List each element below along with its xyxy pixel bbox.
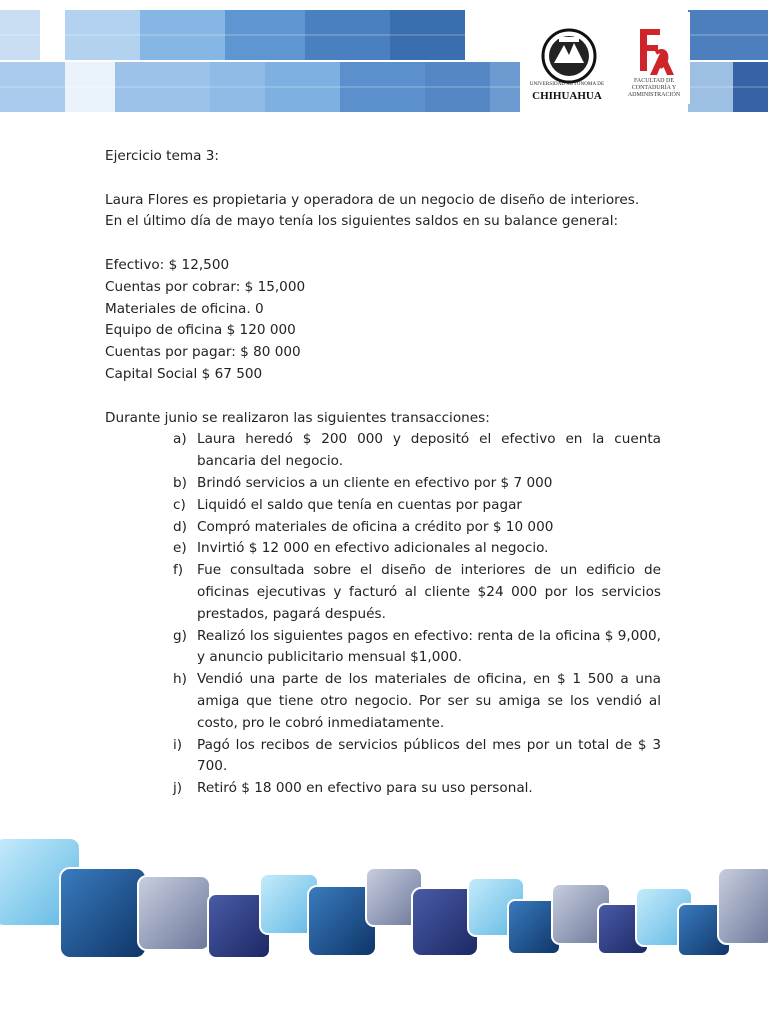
university-name: CHIHUAHUA [532,90,602,102]
transaction-label: i) [173,736,183,753]
transaction-label: a) [173,431,187,448]
transaction-text: Retiró $ 18 000 en efectivo para su uso personal. [197,780,533,797]
transaction-item [105,538,661,560]
faculty-line3: ADMINISTRACIÓN [627,92,681,98]
faculty-line2: CONTADURÍA Y [631,85,677,91]
footer-tiles [0,838,768,958]
transaction-label: b) [173,474,187,491]
transaction-list [105,429,661,800]
transaction-text: Laura heredó $ 200 000 y depositó el efectivo en la cuenta bancaria del negocio. [197,431,661,470]
uach-seal-logo [524,14,614,102]
transaction-item [105,473,661,495]
balance-item: Equipo de oficina $ 120 000 [105,322,296,339]
balance-item: Cuentas por cobrar: $ 15,000 [105,278,306,295]
footer-tile-band [0,830,768,970]
transaction-text: Brindó servicios a un cliente en efectivo por $ 7 000 [197,474,553,491]
transaction-label: j) [173,780,183,797]
transaction-text: Realizó los siguientes pagos en efectivo: renta de la oficina $ 9,000, y anuncio publicitario mensual $1,000. [197,627,661,666]
faculty-name [616,78,692,99]
transaction-label: f) [173,562,184,579]
transaction-item [105,778,661,800]
transaction-item [105,517,661,539]
transaction-item [105,669,661,734]
transactions-intro: Durante junio se realizaron las siguientes transacciones: [105,409,490,426]
transaction-text: Liquidó el saldo que tenía en cuentas por pagar [197,496,523,513]
intro-line-1: Laura Flores es propietaria y operadora de un negocio de diseño de interiores. [105,191,640,208]
balance-item: Efectivo: $ 12,500 [105,256,230,273]
transaction-item [105,626,661,670]
transaction-item [105,735,661,779]
transaction-item [105,560,661,625]
transaction-text: Invirtió $ 12 000 en efectivo adicionales al negocio. [197,540,549,557]
transaction-label: e) [173,540,187,557]
faculty-line1: FACULTAD DE [633,78,675,84]
balance-item: Cuentas por pagar: $ 80 000 [105,344,301,361]
transaction-text: Pagó los recibos de servicios públicos del mes por un total de $ 3 700. [197,736,661,775]
transaction-text: Vendió una parte de los materiales de oficina, en $ 1 500 a una amiga que tiene otro negocio. Por ser su amiga se los vendió al costo, pro le cobró inmediatamente. [197,671,661,731]
university-line1: UNIVERSIDAD AUTÓNOMA DE [529,82,605,87]
institution-logos [520,12,690,104]
transaction-item [105,495,661,517]
transaction-text: Compró materiales de oficina a crédito por $ 10 000 [197,518,554,535]
transaction-label: c) [173,496,186,513]
balance-list [105,255,661,386]
balance-item: Capital Social $ 67 500 [105,365,263,382]
transaction-text: Fue consultada sobre el diseño de interiores de un edificio de oficinas ejecutivas y facturó al cliente $24 000 por los servicios prestados, pagará después. [197,562,661,622]
balance-item: Materiales de oficina. 0 [105,300,264,317]
transaction-item [105,429,661,473]
transaction-label: h) [173,671,187,688]
exercise-title: Ejercicio tema 3: [105,148,219,164]
transaction-label: g) [173,627,187,644]
transaction-label: d) [173,518,187,535]
document-body [105,146,661,800]
intro-line-2: En el último día de mayo tenía los siguientes saldos en su balance general: [105,213,619,230]
